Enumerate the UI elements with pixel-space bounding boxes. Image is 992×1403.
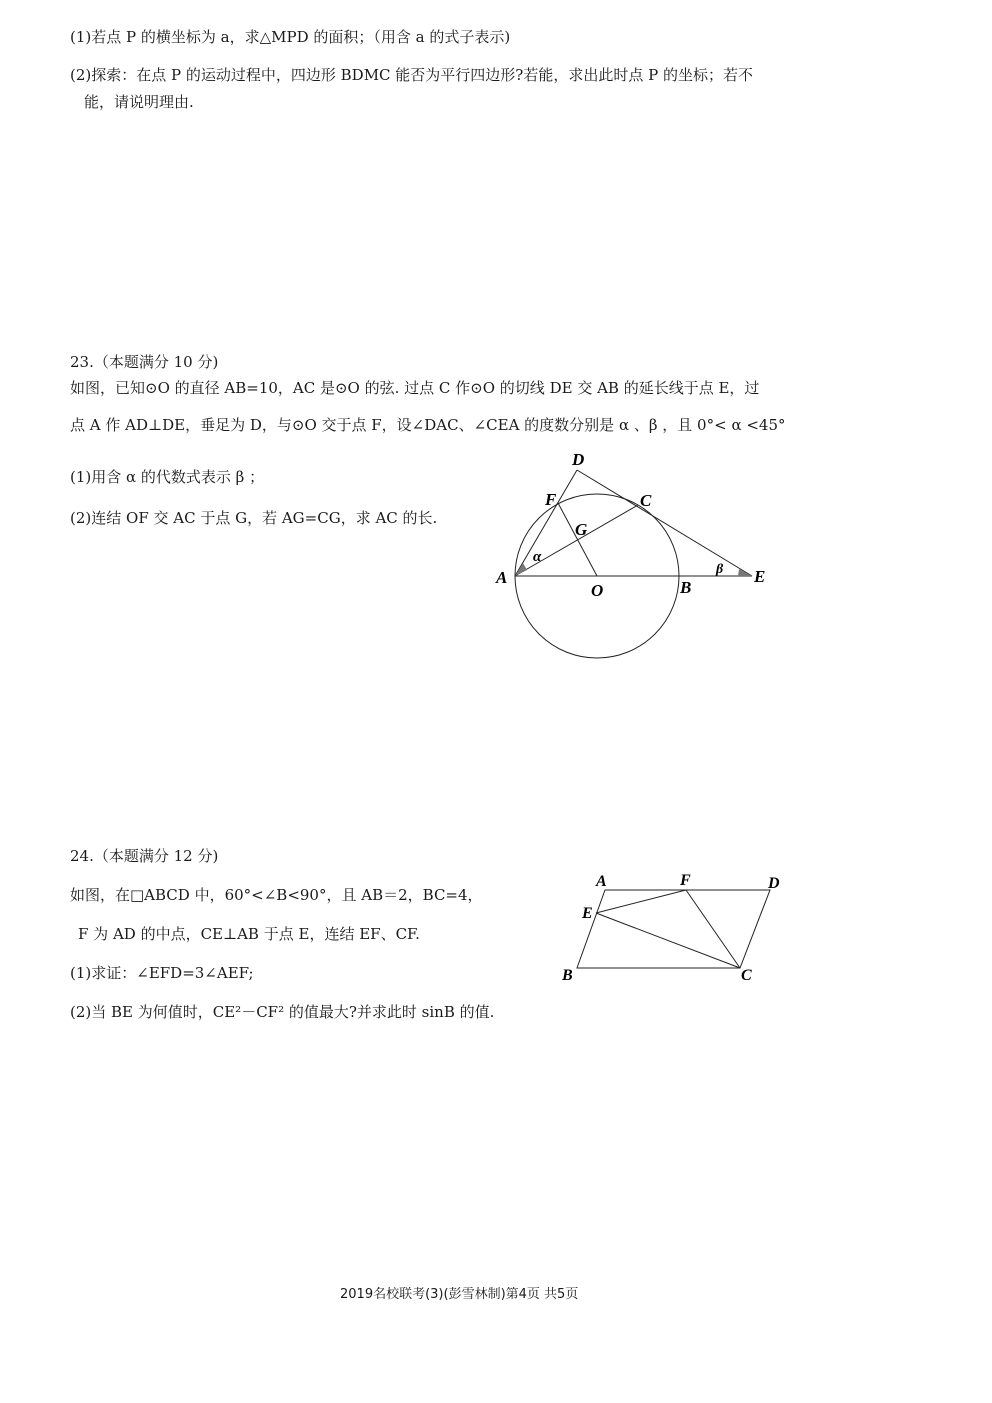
q24-part2: (2)当 BE 为何值时，CE²－CF² 的值最大?并求此时 sinB 的值. <box>70 1003 495 1021</box>
segment-de <box>577 470 752 576</box>
label-f: F <box>545 490 557 509</box>
q24-part1: (1)求证：∠EFD=3∠AEF; <box>70 964 254 982</box>
q23-figure <box>480 445 790 670</box>
q23-part2: (2)连结 OF 交 AC 于点 G，若 AG=CG，求 AC 的长. <box>70 509 438 527</box>
label-alpha: α <box>533 549 542 565</box>
q22-part1: (1)若点 P 的横坐标为 a，求△MPD 的面积；（用含 a 的式子表示) <box>70 28 511 46</box>
q22-part2-line1: (2)探索：在点 P 的运动过程中，四边形 BDMC 能否为平行四边形?若能，求出此时点 P 的坐标；若不 <box>70 66 753 84</box>
q24-figure <box>555 868 795 990</box>
q23-header: 23.（本题满分 10 分) <box>70 353 219 371</box>
label-d: D <box>768 875 780 892</box>
q22-part2-line2: 能，请说明理由. <box>84 93 194 111</box>
q24-header: 24.（本题满分 12 分) <box>70 847 219 865</box>
label-beta: β <box>716 562 724 577</box>
label-d: D <box>572 450 585 469</box>
q24-line1: 如图，在□ABCD 中，60°<∠B<90°，且 AB＝2，BC=4， <box>70 886 483 904</box>
segment-ac <box>515 505 638 576</box>
label-b: B <box>562 967 573 984</box>
label-c: C <box>741 967 752 984</box>
q23-line1: 如图，已知⊙O 的直径 AB=10，AC 是⊙O 的弦. 过点 C 作⊙O 的切线 DE 交 AB 的延长线于点 E，过 <box>70 379 760 397</box>
label-a: A <box>496 568 508 587</box>
label-c: C <box>640 491 652 510</box>
segment-ef <box>596 890 686 913</box>
label-f: F <box>680 872 691 889</box>
beta-angle-mark <box>738 569 752 576</box>
segment-ad <box>515 470 577 576</box>
label-g: G <box>575 520 588 539</box>
q24-line2: F 为 AD 的中点，CE⊥AB 于点 E，连结 EF、CF. <box>78 925 420 943</box>
q23-line2: 点 A 作 AD⊥DE，垂足为 D，与⊙O 交于点 F，设∠DAC、∠CEA 的度数分别是 α 、β ，且 0°< α <45° <box>70 416 786 434</box>
segment-cf <box>686 890 740 968</box>
label-a: A <box>596 873 607 890</box>
parallelogram-abcd <box>577 890 770 968</box>
label-e: E <box>582 905 593 922</box>
page-footer: 2019名校联考(3)(彭雪林制)第4页 共5页 <box>340 1287 579 1302</box>
q23-part1: (1)用含 α 的代数式表示 β ； <box>70 468 265 486</box>
segment-of <box>558 503 597 576</box>
label-o: O <box>591 581 604 600</box>
segment-ce <box>596 913 740 968</box>
label-b: B <box>680 578 692 597</box>
label-e: E <box>754 567 766 586</box>
